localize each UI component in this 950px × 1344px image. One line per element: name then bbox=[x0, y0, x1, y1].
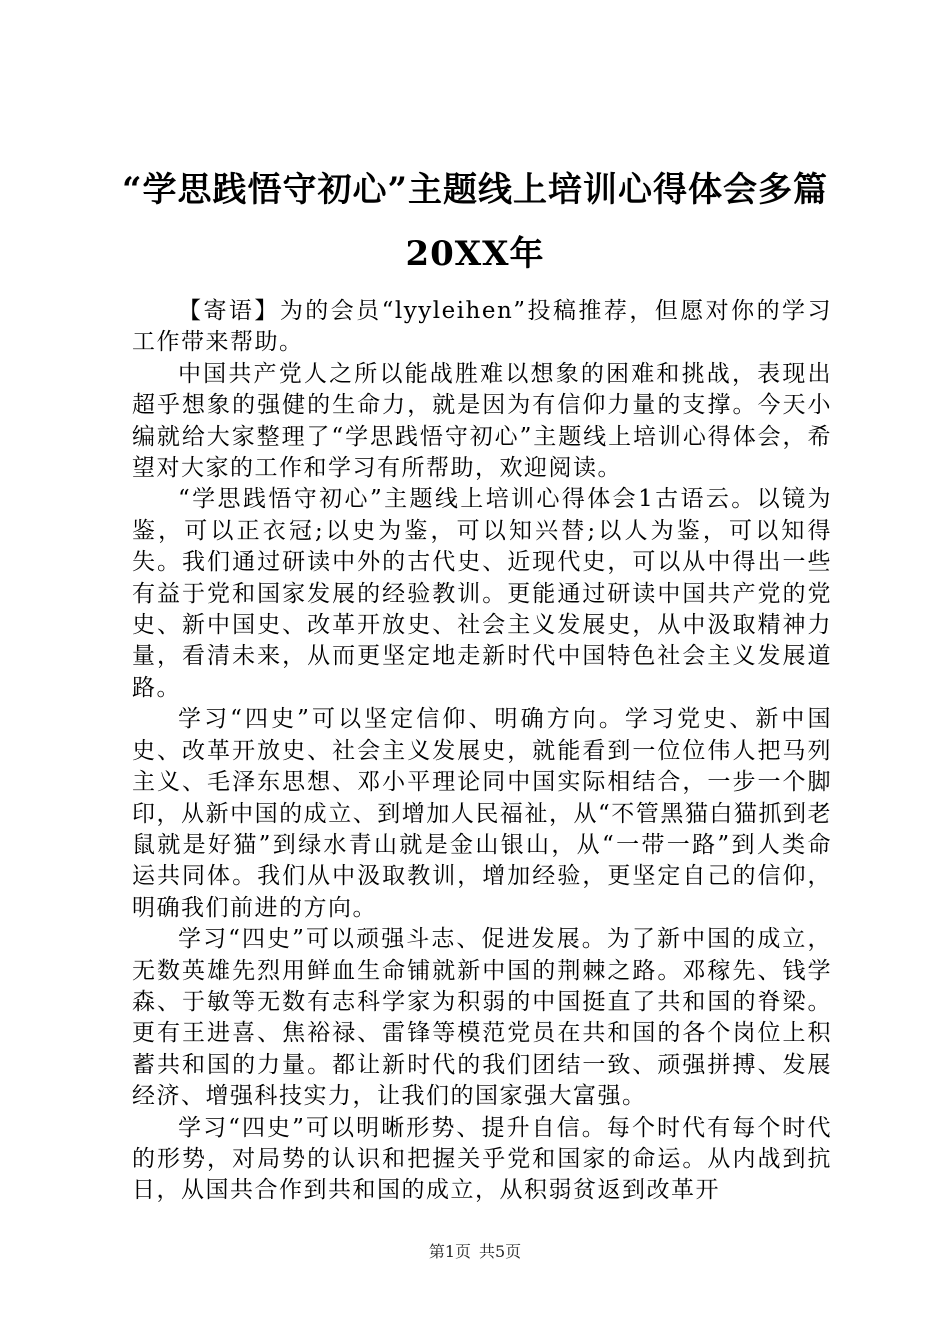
page-total: 共5页 bbox=[479, 1242, 522, 1261]
paragraph-situation-confidence: 学习“四史”可以明晰形势、提升自信。每个时代有每个时代的形势，对局势的认识和把握关乎党和国家的命运。从内战到抗日，从国共合作到共和国的成立，从积弱贫返到改革开 bbox=[132, 1114, 832, 1204]
document-body bbox=[132, 296, 832, 1207]
paragraph-essay-1: “学思践悟守初心”主题线上培训心得体会1古语云。以镜为鉴，可以正衣冠;以史为鉴，可以知兴替;以人为鉴，可以知得失。我们通过研读中外的古代史、近现代史，可以从中得出一些有益于党和国家发展的经验教训。更能通过研读中国共产党的党史、新中国史、改革开放史、社会主义发展史，从中汲取精神力量，看清未来，从而更坚定地走新时代中国特色社会主义发展道路。 bbox=[132, 486, 832, 701]
document-title: “学思践悟守初心”主题线上培训心得体会多篇20XX年 bbox=[121, 170, 829, 274]
paragraph-foreword: 【寄语】为的会员“lyyleihen”投稿推荐，但愿对你的学习工作带来帮助。 bbox=[132, 298, 832, 356]
paragraph-faith-direction: 学习“四史”可以坚定信仰、明确方向。学习党史、新中国史、改革开放史、社会主义发展史，就能看到一位位伟人把马列主义、毛泽东思想、邓小平理论同中国实际相结合，一步一个脚印，从新中国的成立、到增加人民福祉，从“不管黑猫白猫抓到老鼠就是好猫”到绿水青山就是金山银山，从“一带一路”到人类命运共同体。我们从中汲取教训，增加经验，更坚定自己的信仰，明确我们前进的方向。 bbox=[132, 706, 832, 921]
page-number: 第1页 bbox=[428, 1242, 471, 1261]
paragraph-intro: 中国共产党人之所以能战胜难以想象的困难和挑战，表现出超乎想象的强健的生命力，就是因为有信仰力量的支撑。今天小编就给大家整理了“学思践悟守初心”主题线上培训心得体会，希望对大家的工作和学习有所帮助，欢迎阅读。 bbox=[132, 360, 832, 482]
page-footer bbox=[0, 1242, 950, 1262]
paragraph-struggle-development: 学习“四史”可以顽强斗志、促进发展。为了新中国的成立，无数英雄先烈用鲜血生命铺就新中国的荆棘之路。邓稼先、钱学森、于敏等无数有志科学家为积弱的中国挺直了共和国的脊梁。更有王进喜、焦裕禄、雷锋等模范党员在共和国的各个岗位上积蓄共和国的力量。都让新时代的我们团结一致、顽强拼搏、发展经济、增强科技实力，让我们的国家强大富强。 bbox=[132, 926, 832, 1110]
